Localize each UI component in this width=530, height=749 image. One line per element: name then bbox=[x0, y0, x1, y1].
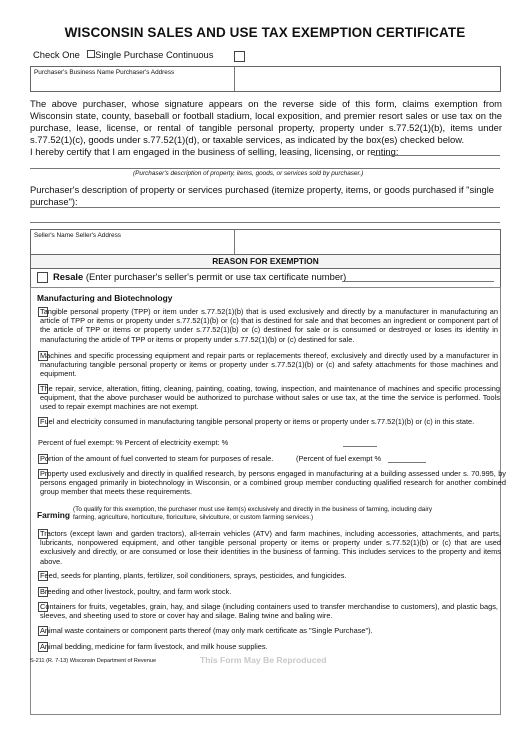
seller-box-label: Seller's Name Seller's Address bbox=[34, 232, 121, 239]
continuous-checkbox[interactable] bbox=[234, 51, 245, 62]
mfg-item-2: Machines and specific processing equipment and repair parts or replacements thereof, exclusively and directly used by a manufacturer in manufacturing tangible personal property or items or property under s.77.52(1)(b) or (c) and safety attachments for those machines and equipment. bbox=[40, 351, 498, 379]
certify-line-2[interactable] bbox=[30, 168, 500, 169]
reproduce-watermark: This Form May Be Reproduced bbox=[200, 655, 327, 665]
purchaser-address-field[interactable] bbox=[238, 79, 496, 89]
resale-checkbox[interactable] bbox=[37, 272, 48, 283]
single-purchase-label: Single Purchase bbox=[95, 49, 164, 60]
seller-name-field[interactable] bbox=[35, 242, 230, 252]
farming-intro: (To qualify for this exemption, the purchaser must use item(s) exclusively and directly in the business of farming, including dairy farming, agriculture, horticulture, floriculture, silviculture, or custom farming services.) bbox=[73, 506, 433, 521]
manufacturing-heading: Manufacturing and Biotechnology bbox=[37, 293, 173, 303]
purchaser-box-label: Purchaser's Business Name Purchaser's Address bbox=[34, 69, 175, 76]
percent-fuel-exempt: Percent of fuel exempt: % Percent of electricity exempt: % bbox=[38, 438, 229, 447]
purchased-line-1[interactable] bbox=[30, 207, 500, 208]
farming-heading: Farming bbox=[37, 510, 71, 520]
purchaser-box-divider bbox=[234, 66, 235, 91]
seller-box-divider bbox=[234, 229, 235, 254]
certify-caption: (Purchaser's description of property, items, goods, or services sold by purchaser.) bbox=[133, 170, 364, 177]
form-id-footer: S-211 (R. 7-13) Wisconsin Department of Revenue bbox=[30, 658, 157, 664]
page-title: WISCONSIN SALES AND USE TAX EXEMPTION CERTIFICATE bbox=[64, 25, 466, 40]
check-one-label: Check One bbox=[33, 49, 80, 60]
purchaser-name-field[interactable] bbox=[35, 79, 230, 89]
seller-address-field[interactable] bbox=[238, 242, 496, 252]
farm-item-3: Breeding and other livestock, poultry, and farm work stock. bbox=[40, 587, 232, 596]
resale-instruction: (Enter purchaser's seller's permit or use tax certificate number) bbox=[85, 271, 347, 282]
farm-item-5: Animal waste containers or component parts thereof (may only mark certificate as "Single Purchase"). bbox=[40, 626, 373, 635]
resale-permit-line[interactable] bbox=[342, 281, 494, 282]
reason-header: REASON FOR EXEMPTION bbox=[212, 256, 319, 266]
mfg-item-4: Fuel and electricity consumed in manufacturing tangible personal property or items or property under s.77.52(1)(b) or (c) in this state. bbox=[40, 417, 475, 426]
percent-fuel-line-2[interactable] bbox=[388, 462, 426, 463]
farm-item-6: Animal bedding, medicine for farm livestock, and milk house supplies. bbox=[40, 642, 268, 651]
farm-item-4: Containers for fruits, vegetables, grain, hay, and silage (including containers used to transfer merchandise to customers), and plastic bags, sleeves, and sheeting used to store or cover hay and silage. Baling twine and baling wire. bbox=[40, 602, 498, 621]
resale-label: Resale bbox=[53, 271, 84, 282]
purchased-description-label: Purchaser's description of property or services purchased (itemize property, items, or goods purchased if "single purchase"): bbox=[30, 184, 495, 207]
percent-electricity-line[interactable] bbox=[343, 446, 377, 447]
biotech-item: Property used exclusively and directly in qualified research, by persons engaged in manufacturing at a building assessed under s. 70.995, by persons engaged primarily in biotechnology in Wisconsin, or a combined group member conducting qualified research for another combined group member that meets these requirements. bbox=[40, 469, 506, 497]
certify-text: I hereby certify that I am engaged in the business of selling, leasing, licensing, or renting: bbox=[30, 146, 399, 157]
check-one-row bbox=[33, 49, 213, 61]
farm-item-1: Tractors (except lawn and garden tractors), all-terrain vehicles (ATV) and farm machines, including accessories, attachments, and parts, lubricants, nonpowered equipment, and other tangible personal property or items or property under s.77.52(1)(b) or (c) that are used exclusively and directly, or are consumed or lose their identities in the business of farming. This includes services to the property and items above. bbox=[40, 529, 501, 566]
farm-item-2: Feed, seeds for planting, plants, fertilizer, soil conditioners, sprays, pesticides, and fungicides. bbox=[40, 571, 347, 580]
intro-paragraph: The above purchaser, whose signature appears on the reverse side of this form, claims exemption from Wisconsin state, county, baseball or football stadium, local exposition, and premier resort sales or use tax on the purchase, lease, license, or rental of tangible personal property, property under s.77.52(1)(b), items under s.77.52(1)(c), goods under s.77.52(1)(d), or taxable services, as indicated by the box(es) checked below. bbox=[30, 98, 502, 145]
mfg-item-1: Tangible personal property (TPP) or item under s.77.52(1)(b) that is used exclusively and directly by a manufacturer in manufacturing an article of TPP or items or property under s.77.52(1)(b) or (c) that is destined for sale and that becomes an ingredient or component part of the article of TPP or items or property under s.77.52(1)(b) or (c) destined for sale or is consumed or destroyed or loses its identity in manufacturing the article of TPP or items or property under s.77.52(1)(b) or (c) destined for sale. bbox=[40, 307, 498, 344]
single-purchase-checkbox[interactable] bbox=[87, 50, 95, 58]
percent-fuel-exempt-2: (Percent of fuel exempt % bbox=[296, 454, 382, 463]
purchased-line-2[interactable] bbox=[30, 222, 500, 223]
portion-fuel-text: Portion of the amount of fuel converted to steam for purposes of resale. bbox=[40, 454, 274, 463]
resale-text-row bbox=[53, 271, 346, 283]
continuous-label: Continuous bbox=[166, 49, 214, 60]
mfg-item-3: The repair, service, alteration, fitting, cleaning, painting, coating, towing, inspection, and maintenance of machines and specific processing equipment, that the above purchaser would be authorized to purchase without sales or use tax, at the time the service is performed. Tools used to repair exempt machines are not exempt. bbox=[40, 384, 500, 412]
certify-line-1[interactable] bbox=[374, 155, 500, 156]
